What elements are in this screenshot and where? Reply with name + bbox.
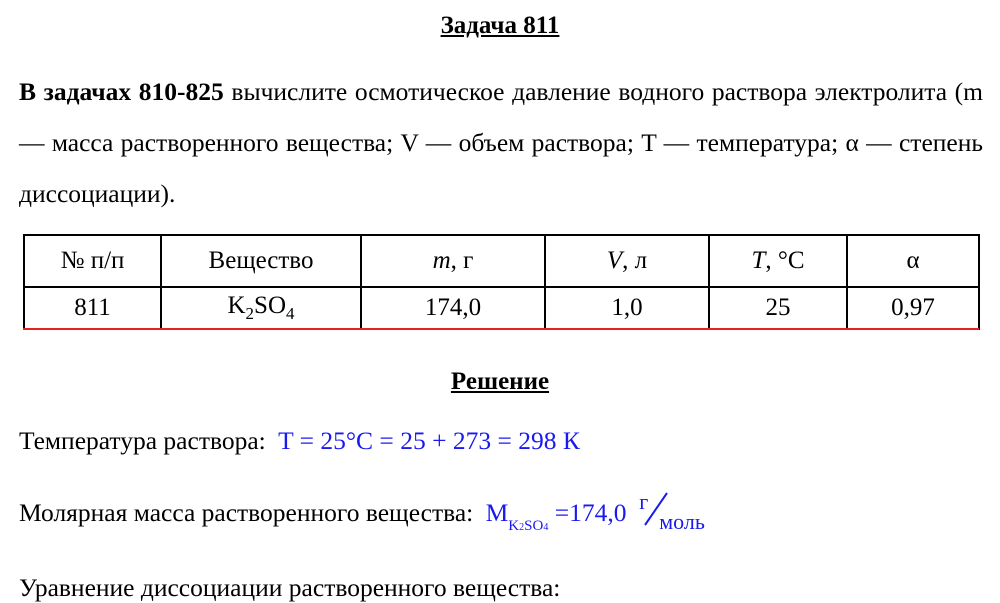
cell-volume: 1,0 [545, 287, 709, 329]
header-temperature-symbol: T [751, 247, 766, 274]
substance-so-sub: 4 [286, 304, 295, 323]
problem-statement [19, 66, 983, 219]
molar-sub-4: 4 [543, 522, 549, 533]
table-red-underline [23, 328, 979, 330]
molar-mass-label: Молярная масса растворенного вещества: [19, 498, 474, 527]
molar-mass-formula [485, 489, 722, 534]
cell-temperature: 25 [709, 287, 847, 329]
molar-mass-unit [639, 489, 721, 537]
cell-substance [161, 287, 361, 329]
header-alpha: α [847, 235, 979, 287]
molar-mass-value: =174,0 [554, 498, 627, 527]
dissociation-label: Уравнение диссоциации растворенного вещества: [19, 573, 561, 602]
molar-mass-subscript [508, 518, 548, 534]
header-mass [361, 235, 545, 287]
cell-alpha: 0,97 [847, 287, 979, 329]
header-substance: Вещество [161, 235, 361, 287]
header-mass-unit: , г [450, 247, 474, 274]
molar-mass-symbol: M [485, 498, 509, 527]
solution-title: Решение [450, 368, 550, 395]
problem-bold-intro: В задачах 810-825 [19, 77, 224, 106]
header-mass-symbol: m [432, 247, 451, 274]
unit-numerator: г [639, 489, 649, 514]
cell-mass: 174,0 [361, 287, 545, 329]
molar-sub-k: K [508, 518, 520, 534]
header-volume-unit: , л [622, 247, 648, 274]
task-data-table [23, 234, 980, 330]
problem-text: вычислите осмотическое давление водного раствора электролита (m — масса растворенного вещества; V — объем раствора; T — температура; α — степень диссоциации). [19, 77, 983, 208]
temperature-line [19, 426, 580, 456]
header-num: № п/п [24, 235, 161, 287]
molar-sub-2: 2 [519, 522, 525, 533]
substance-k-sub: 2 [245, 304, 255, 323]
molar-mass-line [19, 489, 721, 537]
table-row [24, 287, 979, 329]
table-header-row [24, 235, 979, 287]
molar-sub-so: SO [524, 518, 544, 534]
dissociation-line [19, 573, 560, 603]
header-temperature-unit: , °С [765, 247, 805, 274]
header-volume [545, 235, 709, 287]
problem-title: Задача 811 [440, 12, 560, 39]
header-temperature [709, 235, 847, 287]
unit-denominator: моль [659, 509, 705, 534]
header-volume-symbol: V [606, 247, 623, 274]
substance-so: SO [254, 292, 287, 319]
substance-k: K [227, 292, 246, 319]
temperature-formula: T = 25°C = 25 + 273 = 298 К [278, 426, 580, 455]
temperature-label: Температура раствора: [19, 426, 266, 455]
cell-num: 811 [24, 287, 161, 329]
